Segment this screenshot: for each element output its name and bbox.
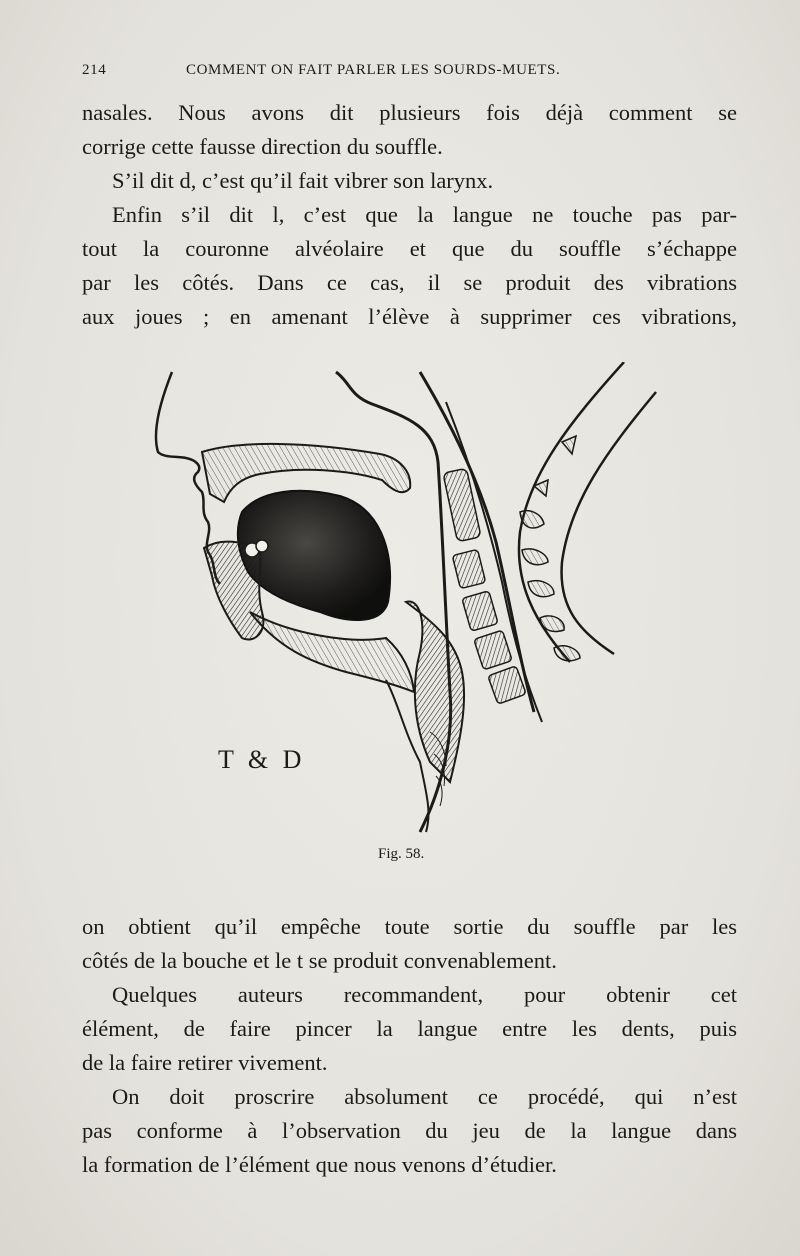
- text-line: côtés de la bouche et le t se produit convenablement.: [82, 948, 557, 973]
- text-line: Enfin s’il dit l, c’est que la langue ne touche pas par-: [112, 202, 737, 227]
- text-line: pas conforme à l’observation du jeu de la langue dans: [82, 1118, 737, 1143]
- text-line: S’il dit d, c’est qu’il fait vibrer son larynx.: [112, 168, 494, 193]
- running-title: COMMENT ON FAIT PARLER LES SOURDS-MUETS.: [186, 62, 561, 78]
- page-number: 214: [82, 62, 107, 78]
- text-line: élément, de faire pincer la langue entre les dents, puis: [82, 1016, 737, 1041]
- text-line: aux joues ; en amenant l’élève à supprimer ces vibrations,: [82, 304, 737, 329]
- text-line: on obtient qu’il empêche toute sortie du souffle par les: [82, 914, 737, 939]
- text-line: On doit proscrire absolument ce procédé, qui n’est: [112, 1084, 737, 1109]
- paragraph-block-top: [82, 96, 737, 334]
- text-line: Quelques auteurs recommandent, pour obtenir cet: [112, 982, 737, 1007]
- text-line: par les côtés. Dans ce cas, il se produit des vibrations: [82, 270, 737, 295]
- paragraph-block-bottom: [82, 910, 737, 1182]
- text-line: de la faire retirer vivement.: [82, 1050, 328, 1075]
- running-head: [82, 62, 642, 84]
- text-line: nasales. Nous avons dit plusieurs fois déjà comment se: [82, 100, 737, 125]
- text-line: corrige cette fausse direction du souffle.: [82, 134, 443, 159]
- figure-label: T & D: [218, 745, 306, 774]
- text-line: la formation de l’élément que nous venons d’étudier.: [82, 1152, 557, 1177]
- text-line: tout la couronne alvéolaire et que du souffle s’échappe: [82, 236, 737, 261]
- figure-caption: Fig. 58.: [378, 846, 425, 862]
